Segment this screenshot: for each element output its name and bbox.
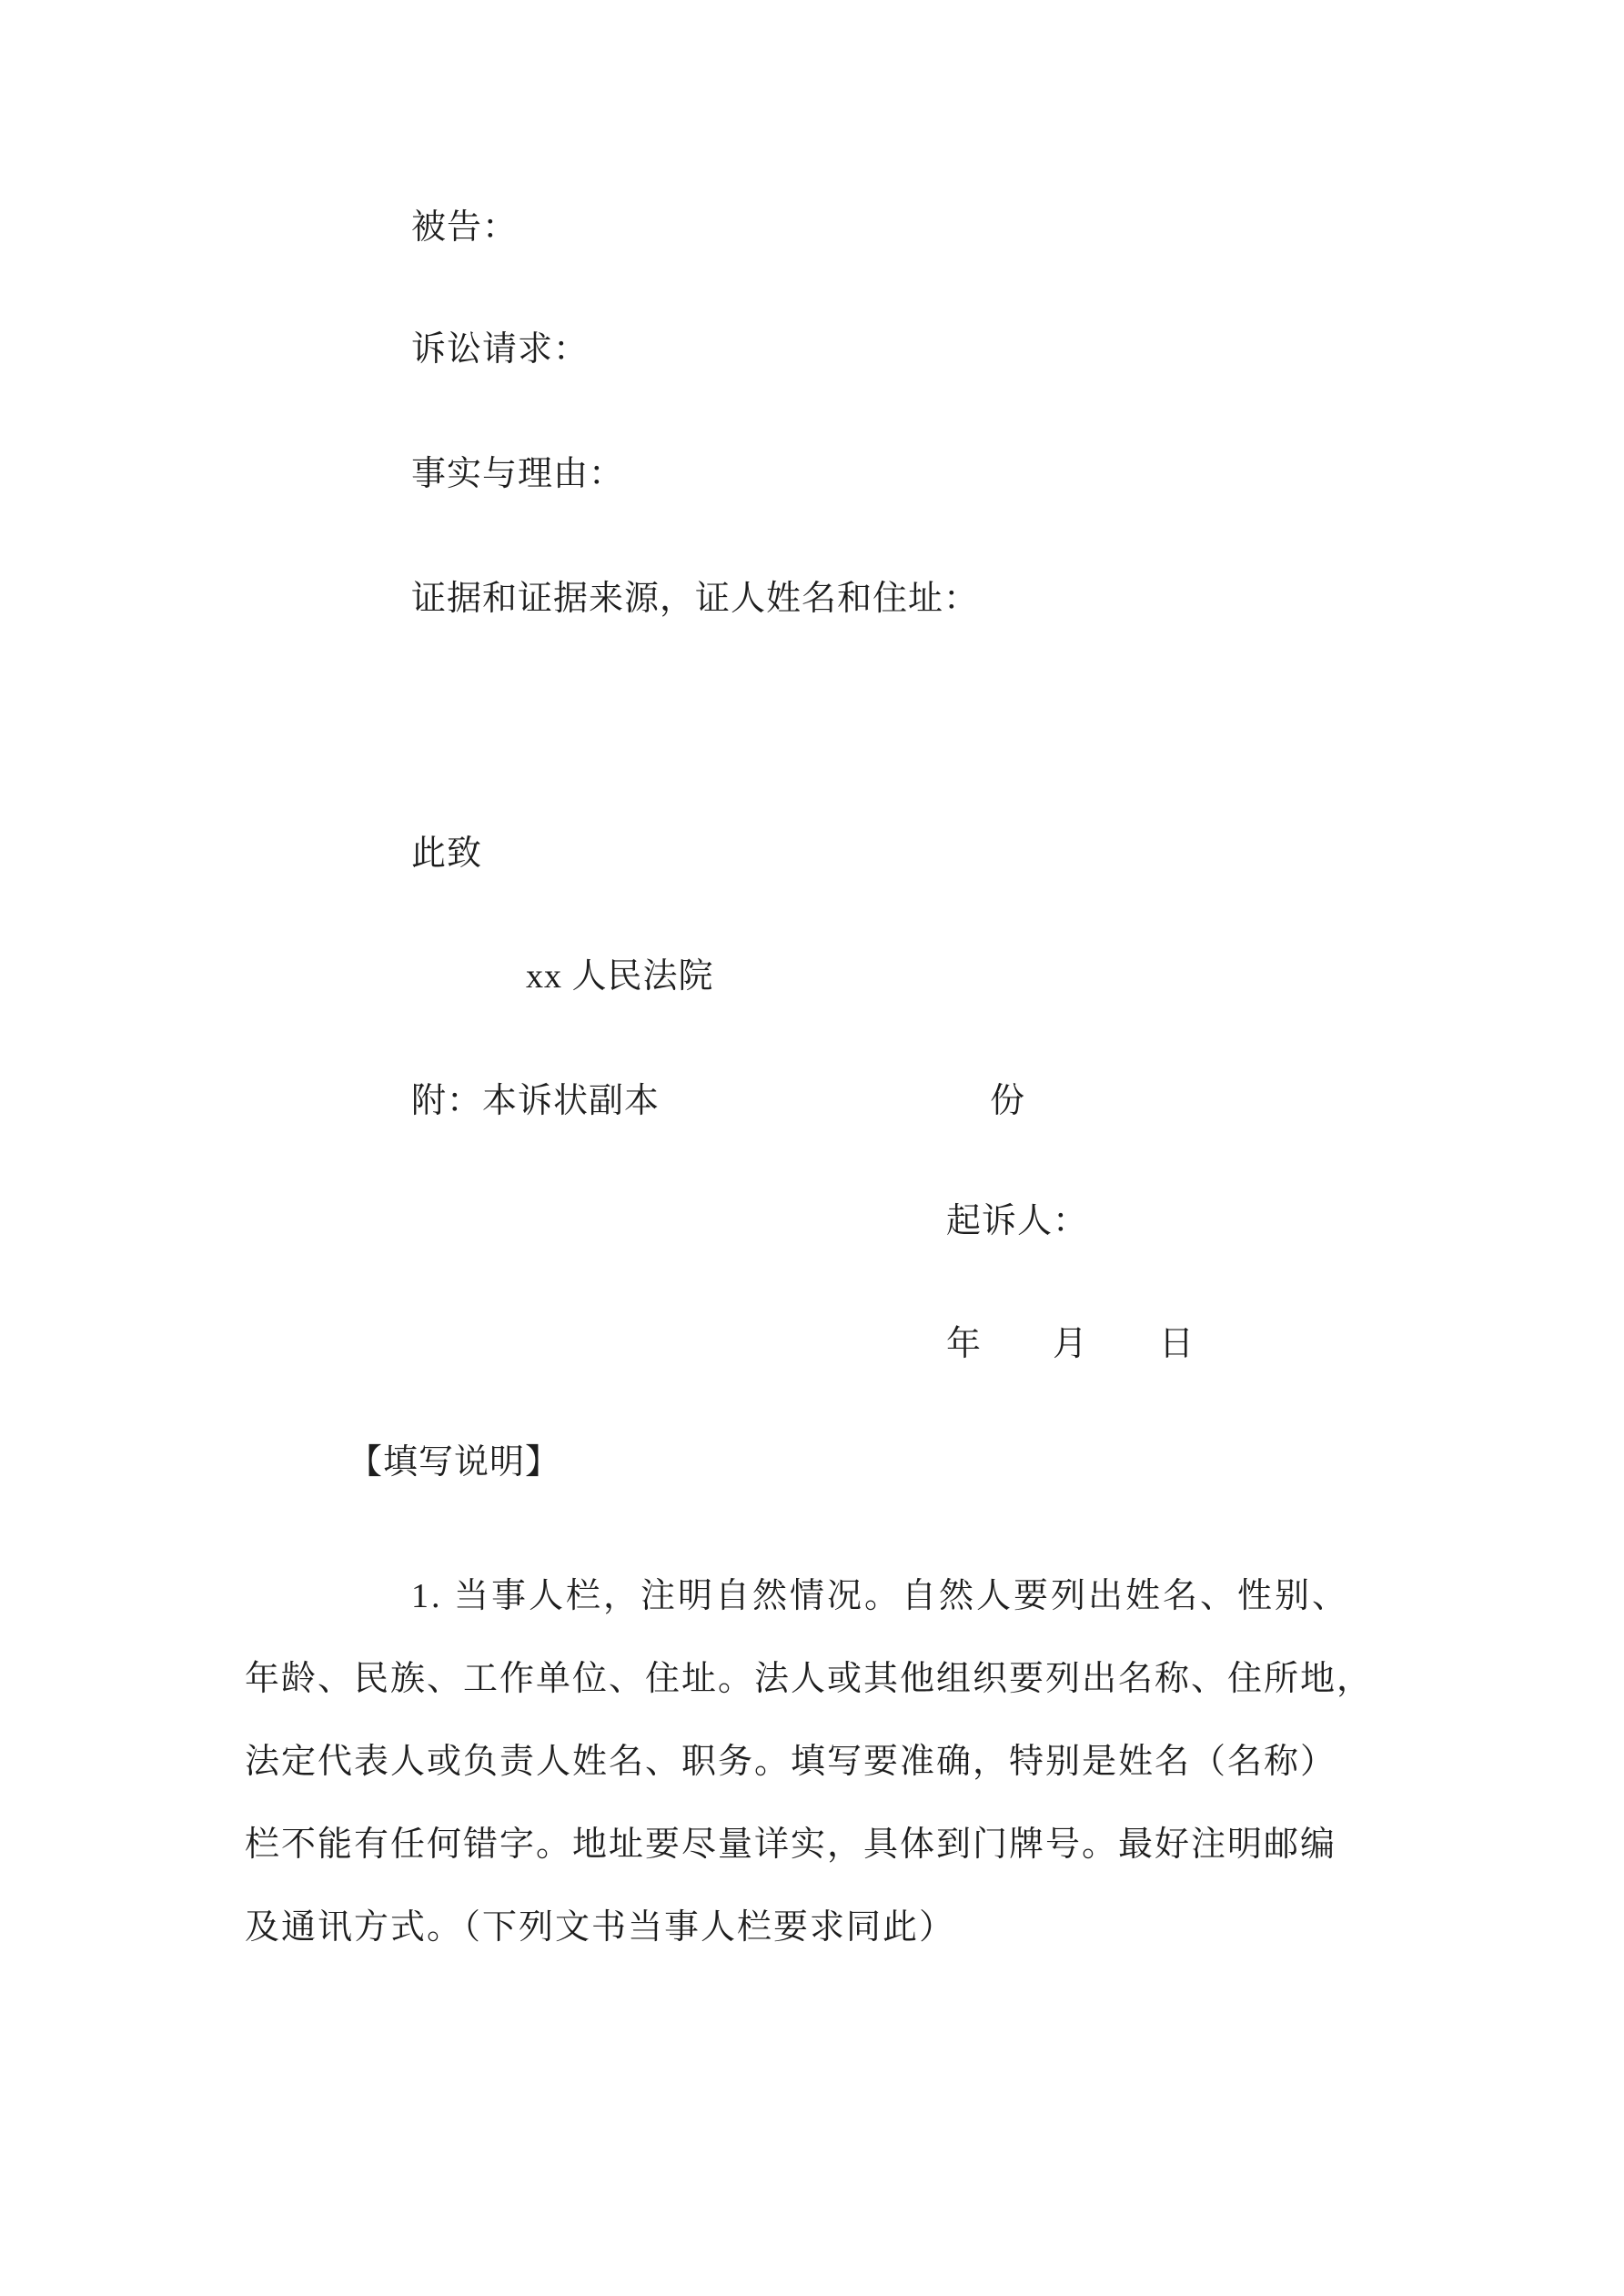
attachment-copies-unit: 份 — [990, 1082, 1026, 1120]
plaintiff-signature-label: 起诉人： — [946, 1202, 1089, 1240]
defendant-label: 被告： — [411, 208, 519, 247]
closing-label: 此致 — [411, 834, 483, 873]
date-line: 年 月 日 — [946, 1325, 1195, 1363]
instruction-line: 及通讯方式。（下列文书当事人栏要求同此） — [245, 1908, 956, 1947]
instruction-line: 年龄、民族、工作单位、住址。法人或其他组织要列出名称、住所地， — [245, 1660, 1374, 1698]
court-name-line: xx 人民法院 — [526, 957, 714, 996]
claims-label: 诉讼请求： — [411, 330, 590, 369]
instructions-section-title: 【填写说明】 — [348, 1443, 561, 1482]
instruction-line: 栏不能有任何错字。地址要尽量详实，具体到门牌号。最好注明邮编 — [245, 1826, 1337, 1864]
instruction-line: 1. 当事人栏，注明自然情况。自然人要列出姓名、性别、 — [411, 1577, 1350, 1615]
facts-label: 事实与理由： — [411, 455, 625, 493]
evidence-label: 证据和证据来源，证人姓名和住址： — [411, 580, 980, 618]
instruction-line: 法定代表人或负责人姓名、职务。填写要准确，特别是姓名（名称） — [245, 1743, 1337, 1781]
attachment-label: 附：本诉状副本 — [411, 1082, 661, 1120]
